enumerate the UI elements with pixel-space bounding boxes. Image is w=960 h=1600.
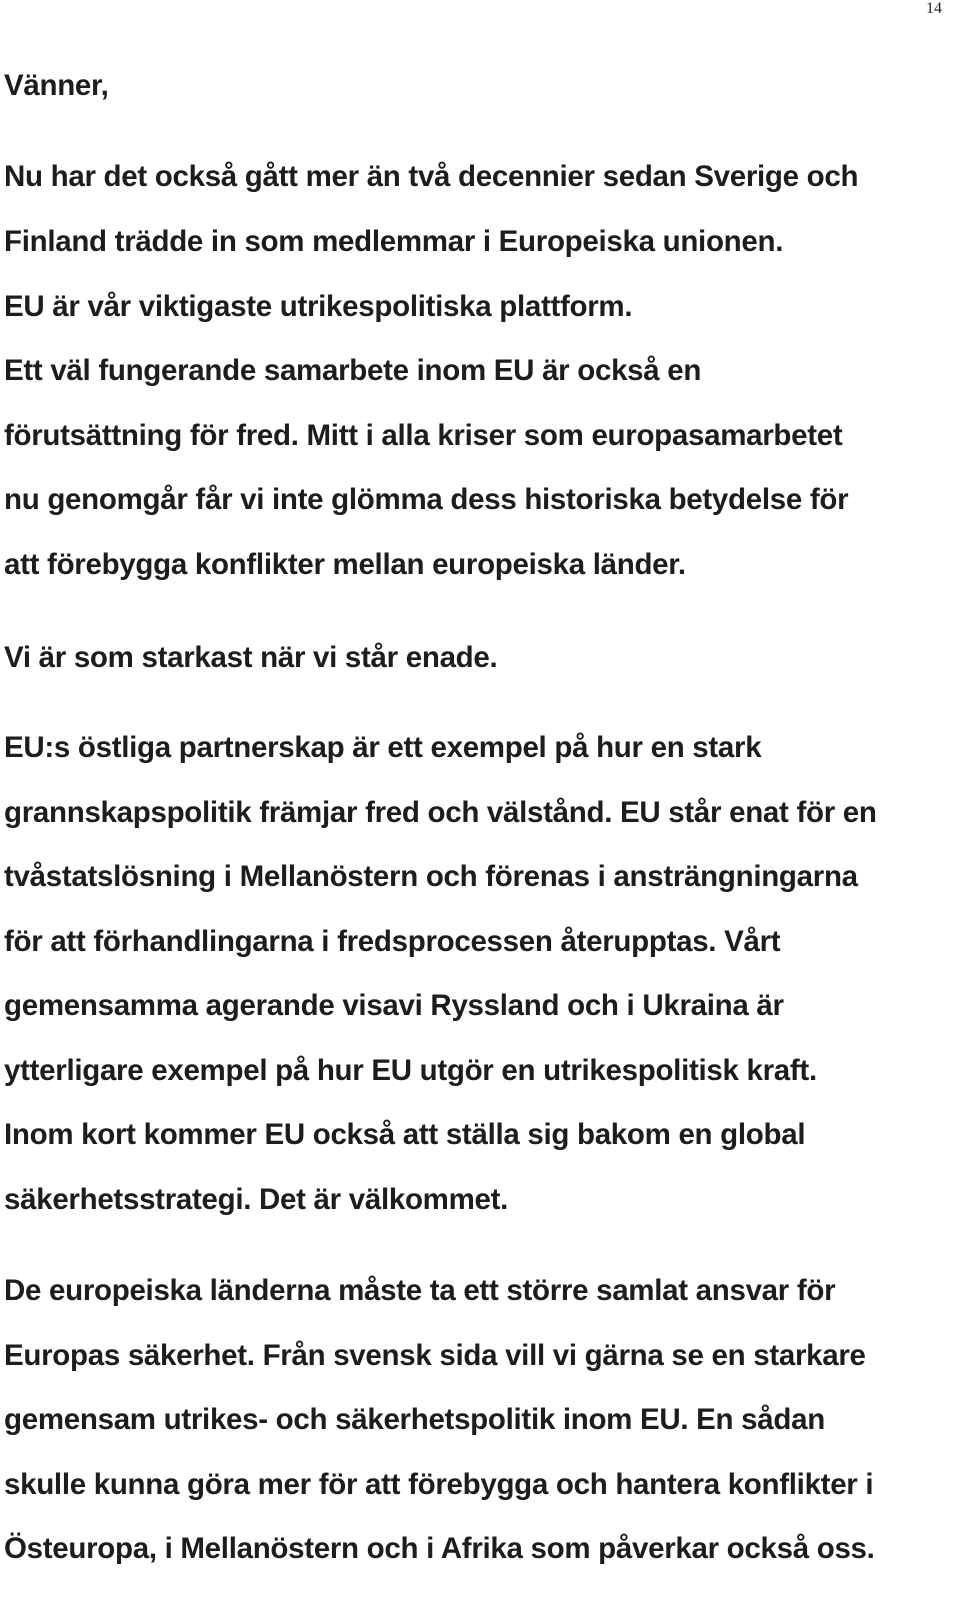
text-line: grannskapspolitik främjar fred och välstånd. EU står enat för en	[4, 796, 877, 829]
text-line: Finland trädde in som medlemmar i Europeiska unionen.	[4, 225, 784, 258]
text-line: Ett väl fungerande samarbete inom EU är också en	[4, 354, 702, 387]
text-line: EU är vår viktigaste utrikespolitiska plattform.	[4, 290, 633, 323]
text-line: för att förhandlingarna i fredsprocessen återupptas. Vårt	[4, 925, 781, 958]
text-line: Vi är som starkast när vi står enade.	[4, 641, 498, 674]
text-line: skulle kunna göra mer för att förebygga och hantera konflikter i	[4, 1468, 874, 1501]
text-line: ytterligare exempel på hur EU utgör en utrikespolitisk kraft.	[4, 1054, 817, 1087]
text-line: De europeiska länderna måste ta ett större samlat ansvar för	[4, 1274, 836, 1307]
text-line: nu genomgår får vi inte glömma dess historiska betydelse för	[4, 483, 849, 516]
text-line: säkerhetsstrategi. Det är välkommet.	[4, 1183, 509, 1216]
text-line: Inom kort kommer EU också att ställa sig bakom en global	[4, 1118, 806, 1151]
text-line: förutsättning för fred. Mitt i alla kriser som europasamarbetet	[4, 419, 843, 452]
text-line: Vänner,	[4, 69, 109, 102]
page-number: 14	[926, 0, 942, 17]
text-line: gemensam utrikes- och säkerhetspolitik inom EU. En sådan	[4, 1403, 825, 1436]
text-line: Europas säkerhet. Från svensk sida vill vi gärna se en starkare	[4, 1339, 866, 1372]
text-line: Nu har det också gått mer än två decennier sedan Sverige och	[4, 160, 859, 193]
text-line: att förebygga konflikter mellan europeiska länder.	[4, 548, 686, 581]
text-line: gemensamma agerande visavi Ryssland och i Ukraina är	[4, 989, 784, 1022]
text-line: EU:s östliga partnerskap är ett exempel på hur en stark	[4, 731, 762, 764]
text-line: Östeuropa, i Mellanöstern och i Afrika som påverkar också oss.	[4, 1532, 875, 1565]
text-line: tvåstatslösning i Mellanöstern och förenas i ansträngningarna	[4, 860, 858, 893]
